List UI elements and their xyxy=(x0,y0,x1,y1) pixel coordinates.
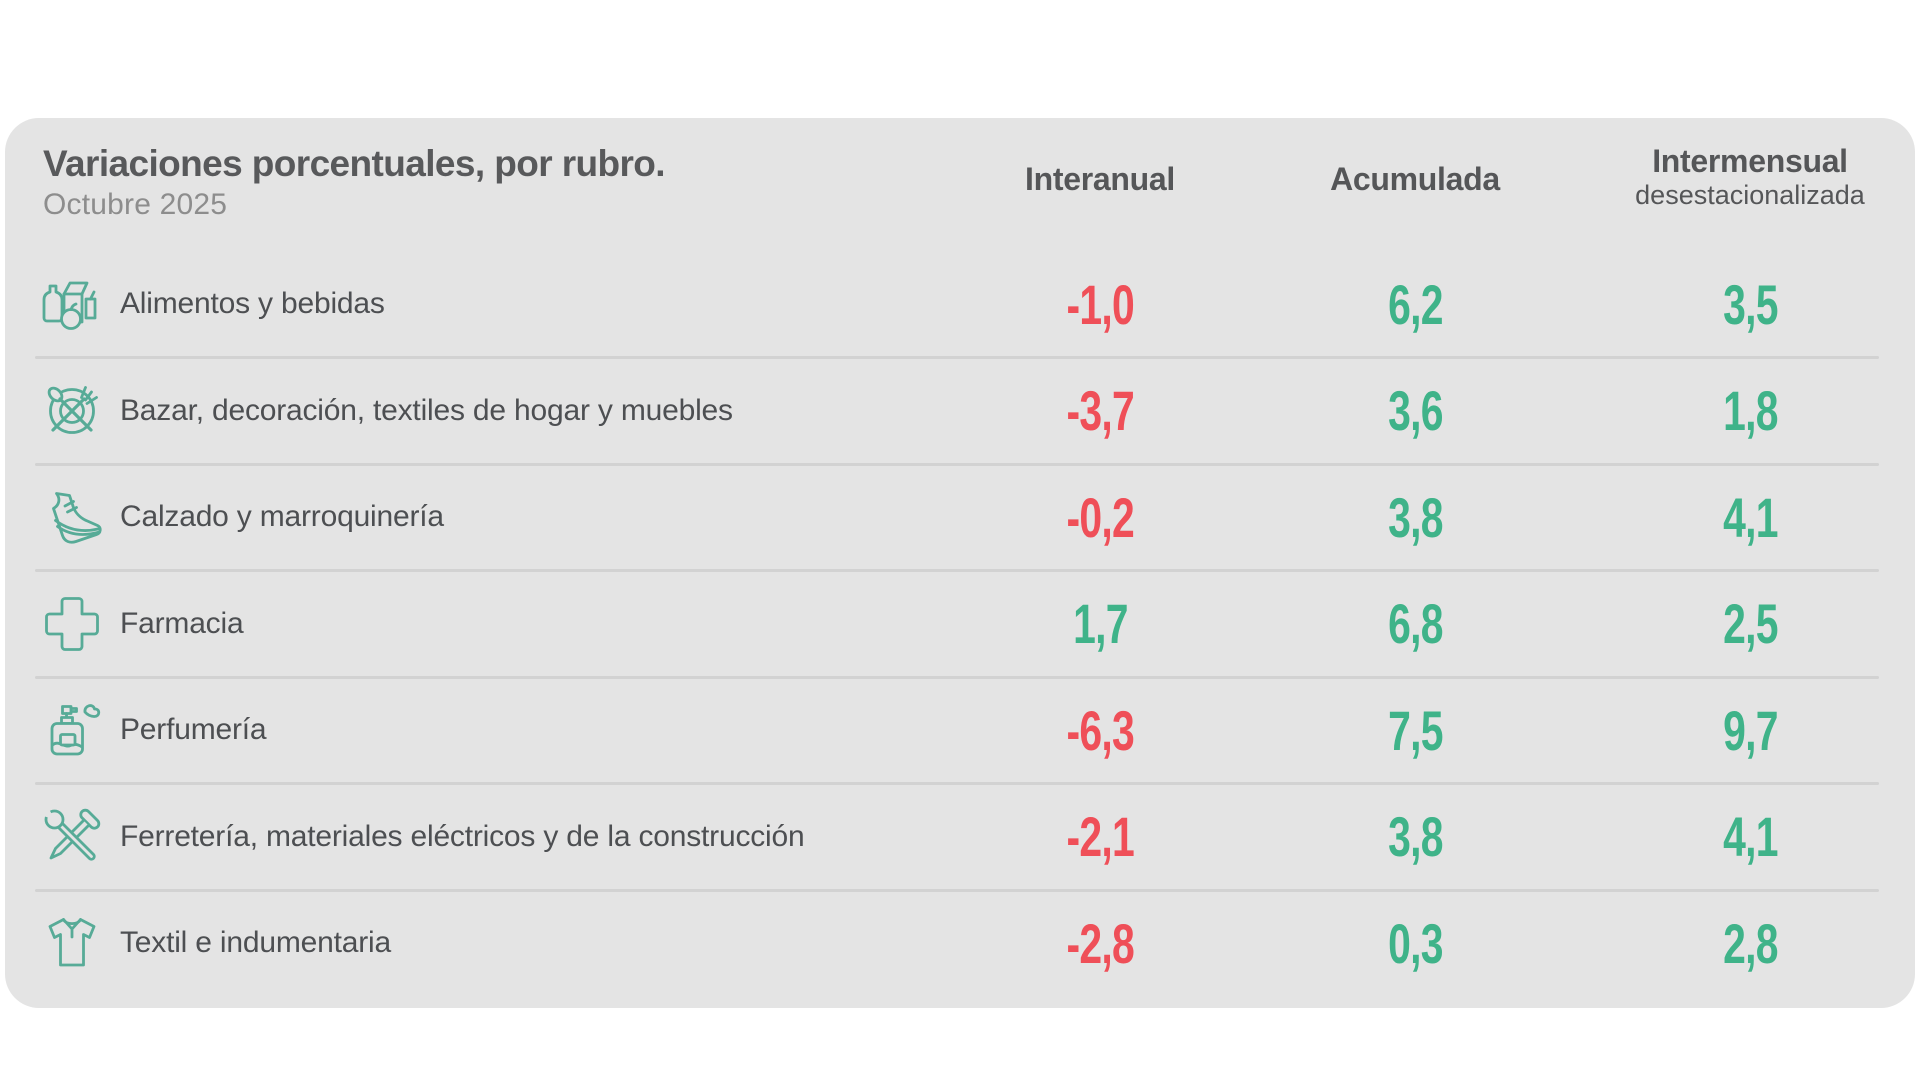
tableware-icon xyxy=(40,379,104,443)
category-label: Perfumería xyxy=(120,713,267,747)
tools-icon xyxy=(40,805,104,869)
column-sublabel: desestacionalizada xyxy=(1635,180,1865,211)
category-cell xyxy=(5,592,955,656)
column-header-interanual xyxy=(955,118,1245,251)
value-cell-intermensual xyxy=(1585,485,1915,550)
value-cell-interanual xyxy=(955,485,1245,550)
column-label: Intermensual xyxy=(1652,143,1848,179)
value-acumulada: 6,8 xyxy=(1387,592,1443,656)
page-title: Variaciones porcentuales, por rubro. xyxy=(43,143,665,184)
value-acumulada: 7,5 xyxy=(1387,698,1443,762)
value-acumulada: 0,3 xyxy=(1387,911,1443,975)
value-cell-interanual xyxy=(955,272,1245,337)
category-label: Alimentos y bebidas xyxy=(120,287,385,321)
category-label: Calzado y marroquinería xyxy=(120,500,444,534)
value-intermensual: 2,5 xyxy=(1722,592,1778,656)
value-cell-intermensual xyxy=(1585,591,1915,656)
category-cell xyxy=(5,805,955,869)
value-cell-intermensual xyxy=(1585,698,1915,763)
value-interanual: -6,3 xyxy=(1066,698,1134,762)
value-cell-acumulada xyxy=(1245,804,1585,869)
table-row xyxy=(5,358,1915,465)
value-interanual: -3,7 xyxy=(1066,379,1134,443)
category-cell xyxy=(5,485,955,549)
tshirt-icon xyxy=(40,911,104,975)
value-interanual: -0,2 xyxy=(1066,485,1134,549)
column-header-acumulada xyxy=(1245,118,1585,251)
value-cell-acumulada xyxy=(1245,272,1585,337)
table-row xyxy=(5,677,1915,784)
value-intermensual: 9,7 xyxy=(1722,698,1778,762)
value-cell-interanual xyxy=(955,804,1245,869)
value-acumulada: 3,8 xyxy=(1387,485,1443,549)
table-row xyxy=(5,464,1915,571)
value-acumulada: 6,2 xyxy=(1387,272,1443,336)
value-cell-interanual xyxy=(955,911,1245,976)
value-intermensual: 2,8 xyxy=(1722,911,1778,975)
value-cell-acumulada xyxy=(1245,378,1585,443)
value-intermensual: 4,1 xyxy=(1722,485,1778,549)
value-cell-acumulada xyxy=(1245,485,1585,550)
category-cell xyxy=(5,911,955,975)
value-cell-intermensual xyxy=(1585,272,1915,337)
table-row xyxy=(5,784,1915,891)
value-cell-interanual xyxy=(955,378,1245,443)
value-cell-acumulada xyxy=(1245,911,1585,976)
value-intermensual: 3,5 xyxy=(1722,272,1778,336)
groceries-icon xyxy=(40,272,104,336)
category-cell xyxy=(5,379,955,443)
pharmacy-cross-icon xyxy=(40,592,104,656)
value-cell-intermensual xyxy=(1585,804,1915,869)
value-cell-acumulada xyxy=(1245,591,1585,656)
column-label: Interanual xyxy=(1025,161,1175,197)
value-cell-interanual xyxy=(955,591,1245,656)
title-block xyxy=(5,118,955,251)
table-body xyxy=(5,251,1915,997)
value-intermensual: 1,8 xyxy=(1722,379,1778,443)
value-cell-interanual xyxy=(955,698,1245,763)
value-cell-intermensual xyxy=(1585,911,1915,976)
value-cell-intermensual xyxy=(1585,378,1915,443)
category-label: Textil e indumentaria xyxy=(120,926,391,960)
value-interanual: -2,1 xyxy=(1066,805,1134,869)
value-interanual: 1,7 xyxy=(1072,592,1128,656)
perfume-icon xyxy=(40,698,104,762)
value-acumulada: 3,6 xyxy=(1387,379,1443,443)
category-label: Farmacia xyxy=(120,606,244,640)
category-cell xyxy=(5,272,955,336)
category-label: Ferretería, materiales eléctricos y de la construcción xyxy=(120,819,805,853)
value-interanual: -1,0 xyxy=(1066,272,1134,336)
value-cell-acumulada xyxy=(1245,698,1585,763)
table-header xyxy=(5,118,1915,251)
table-row xyxy=(5,251,1915,358)
sneaker-icon xyxy=(40,485,104,549)
table-row xyxy=(5,571,1915,678)
category-label: Bazar, decoración, textiles de hogar y muebles xyxy=(120,393,733,427)
column-header-intermensual xyxy=(1585,118,1915,251)
category-cell xyxy=(5,698,955,762)
value-intermensual: 4,1 xyxy=(1722,805,1778,869)
table-row xyxy=(5,890,1915,997)
column-label: Acumulada xyxy=(1330,161,1500,197)
value-interanual: -2,8 xyxy=(1066,911,1134,975)
summary-card xyxy=(5,118,1915,1008)
value-acumulada: 3,8 xyxy=(1387,805,1443,869)
page-subtitle: Octubre 2025 xyxy=(43,187,228,221)
